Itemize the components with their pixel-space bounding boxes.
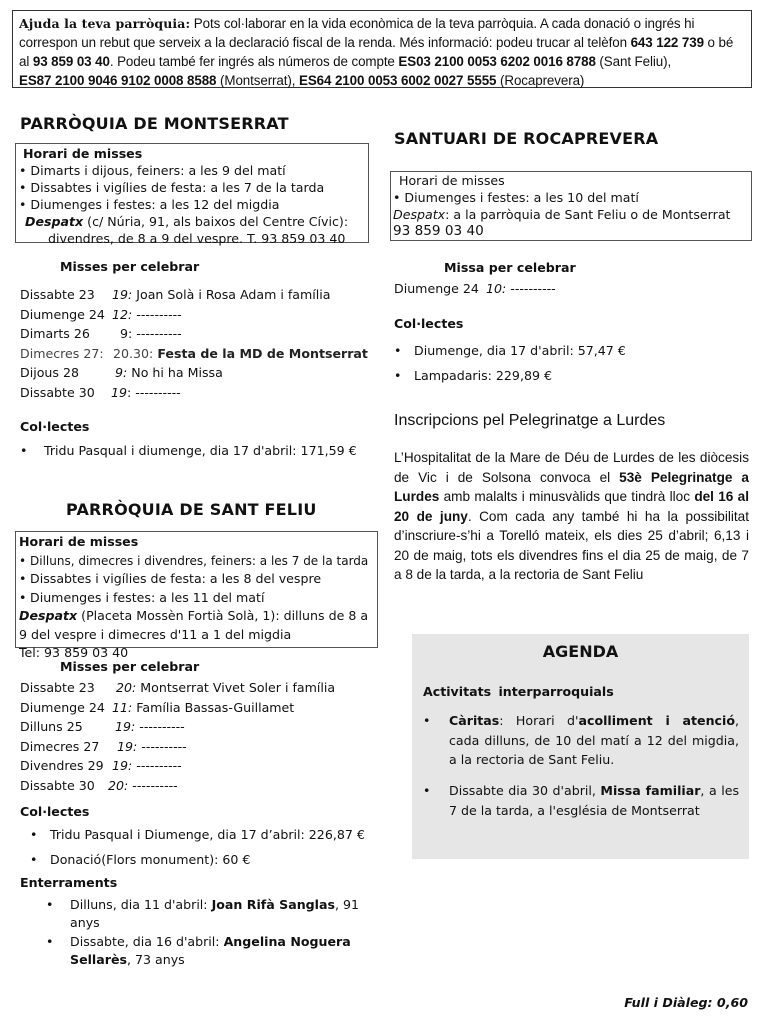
- schedule-title: Horari de misses: [19, 534, 139, 549]
- collection-item: • Tridu Pasqual i diumenge, dia 17 d'abril: 171,59 €: [20, 443, 357, 458]
- telephone: Tel: 93 859 03 40: [19, 645, 129, 660]
- mass-row: Diumenge 24 10: ----------: [394, 281, 556, 296]
- despatx-hours: 9 del vespre i dimecres d'11 a 1 del migdia: [19, 626, 292, 642]
- donation-notice: Ajuda la teva parròquia: Pots col·laborar en la vida econòmica de la teva parròquia. A cada donació o ingrés hi correspon un rebut que serveix a la declaració fiscal de la renda. Més informació: podeu trucar al telèfon 643 122 739 o bé al 93 859 03 40. Podeu també fer ingrés als números de compte ES03 2100 0053 6202 0016 8788 (Sant Feliu), ES87 2100 9046 9102 0008 8588 (Montserrat), ES64 2100 0053 6002 0027 5555 (Rocaprevera): [12, 10, 752, 88]
- schedule-title: Horari de misses: [399, 173, 505, 188]
- despatx-hours: divendres, de 8 a 9 del vespre. T. 93 859 03 40: [48, 231, 346, 246]
- schedule-item: • Diumenges i festes: a les 12 del migdia: [19, 197, 280, 212]
- mass-row: Dissabte 23 20: Montserrat Vivet Soler i família: [20, 680, 336, 695]
- despatx-info: Despatx (c/ Núria, 91, als baixos del Centre Cívic):: [25, 214, 349, 229]
- lurdes-title: Inscripcions pel Pelegrinatge a Lurdes: [394, 412, 666, 429]
- collections-title: Col·lectes: [394, 316, 464, 331]
- mass-row: Dimecres 27: 20.30: Festa de la MD de Montserrat: [20, 345, 368, 361]
- price-footer: Full i Diàleg: 0,60: [624, 995, 748, 1010]
- montserrat-title: PARRÒQUIA DE MONTSERRAT: [20, 114, 289, 133]
- rocaprevera-schedule-box: [390, 171, 752, 241]
- schedule-item: • Diumenges i festes: a les 11 del matí: [19, 589, 265, 605]
- collection-item: • Lampadaris: 229,89 €: [394, 368, 552, 383]
- rocaprevera-title: SANTUARI DE ROCAPREVERA: [394, 129, 659, 148]
- mass-row: Dissabte 23 19: Joan Solà i Rosa Adam i família: [20, 287, 331, 302]
- masses-title: Misses per celebrar: [60, 259, 200, 274]
- account-rocaprevera: ES64 2100 0053 6002 0027 5555: [298, 73, 497, 88]
- mass-row: Dimecres 27 19: ----------: [20, 738, 187, 754]
- collection-item: • Diumenge, dia 17 d'abril: 57,47 €: [394, 343, 626, 358]
- despatx-info: Despatx (Placeta Mossèn Fortià Solà, 1): dilluns de 8 a: [19, 608, 369, 623]
- montserrat-masses-list: [20, 285, 368, 402]
- montserrat-schedule-box: [15, 143, 369, 246]
- account-montserrat: ES87 2100 9046 9102 0008 8588: [19, 73, 217, 88]
- santfeliu-title: PARRÒQUIA DE SANT FELIU: [66, 500, 317, 519]
- schedule-item: • Dissabtes i vigílies de festa: a les 7 de la tarda: [19, 180, 325, 195]
- collection-item: • Donació(Flors monument): 60 €: [30, 852, 251, 867]
- account-sant-feliu: ES03 2100 0053 6202 0016 8788: [398, 54, 596, 69]
- agenda-subtitle: Activitats interparroquials: [423, 684, 614, 699]
- agenda-box: [412, 634, 749, 859]
- schedule-item: • Dilluns, dimecres i divendres, feiners: a les 7 de la tarda: [19, 553, 369, 568]
- schedule-item: • Dimarts i dijous, feiners: a les 9 del matí: [19, 163, 286, 178]
- funeral-item: • Dissabte, dia 16 d'abril: Angelina Noguera Sellarès, 73 anys: [46, 934, 351, 967]
- funeral-item: • Dilluns, dia 11 d'abril: Joan Rifà Sanglas, 91 anys: [46, 897, 360, 930]
- mass-row: Dilluns 25 19: ----------: [20, 719, 185, 734]
- agenda-item: • Dissabte dia 30 d'abril, Missa familiar, a les 7 de la tarda, a l'església de Montserrat: [423, 783, 740, 818]
- schedule-item: • Dissabtes i vigílies de festa: a les 8 del vespre: [19, 571, 322, 586]
- notice-lead: Ajuda la teva parròquia:: [19, 16, 191, 31]
- agenda-title: AGENDA: [542, 642, 619, 661]
- telephone: 93 859 03 40: [393, 223, 484, 239]
- collections-title: Col·lectes: [20, 804, 90, 819]
- santfeliu-schedule-box: [15, 531, 378, 660]
- mass-row: Dijous 28 9: No hi ha Missa: [20, 365, 223, 380]
- phone-2: 93 859 03 40: [32, 54, 110, 69]
- agenda-item: • Càritas: Horari d'acolliment i atenció, cada dilluns, de 10 del matí a 12 del migdia, a la rectoria de Sant Feliu.: [423, 713, 739, 767]
- collections-title: Col·lectes: [20, 419, 90, 434]
- mass-row: Dissabte 30 19: ----------: [20, 384, 181, 400]
- mass-row: Diumenge 24 11: Família Bassas-Guillamet: [20, 699, 295, 715]
- funerals-title: Enterraments: [20, 875, 118, 890]
- despatx-info: Despatx: a la parròquia de Sant Feliu o de Montserrat: [393, 207, 731, 222]
- schedule-title: Horari de misses: [23, 146, 143, 161]
- mass-row: Dimarts 26 9: ----------: [20, 326, 182, 341]
- mass-row: Diumenge 24 12: ----------: [20, 306, 182, 322]
- lurdes-paragraph: L’Hospitalitat de la Mare de Déu de Lurdes de les diòcesis de Vic i de Solsona convoca el 53è Pelegrinatge a Lurdes amb malalts i minusvàlids que tindrà lloc del 16 al 20 de juny. Com cada any també hi ha la possibilitat d’inscriure-s’hi a Torelló mateix, els dies 25 d’abril; 6,13 i 20 de maig, tots els divendres fins el dia 25 de maig, de 7 a 8 de la tarda, a la rectoria de Sant Feliu: [394, 450, 750, 582]
- schedule-item: • Diumenges i festes: a les 10 del matí: [393, 190, 639, 205]
- santfeliu-masses-list: [20, 678, 335, 795]
- mass-row: Divendres 29 19: ----------: [20, 758, 182, 773]
- masses-title: Misses per celebrar: [60, 659, 200, 674]
- collection-item: • Tridu Pasqual i Diumenge, dia 17 d’abril: 226,87 €: [30, 827, 365, 842]
- phone-1: 643 122 739: [630, 35, 704, 50]
- masses-title: Missa per celebrar: [444, 260, 576, 275]
- mass-row: Dissabte 30 20: ----------: [20, 777, 178, 793]
